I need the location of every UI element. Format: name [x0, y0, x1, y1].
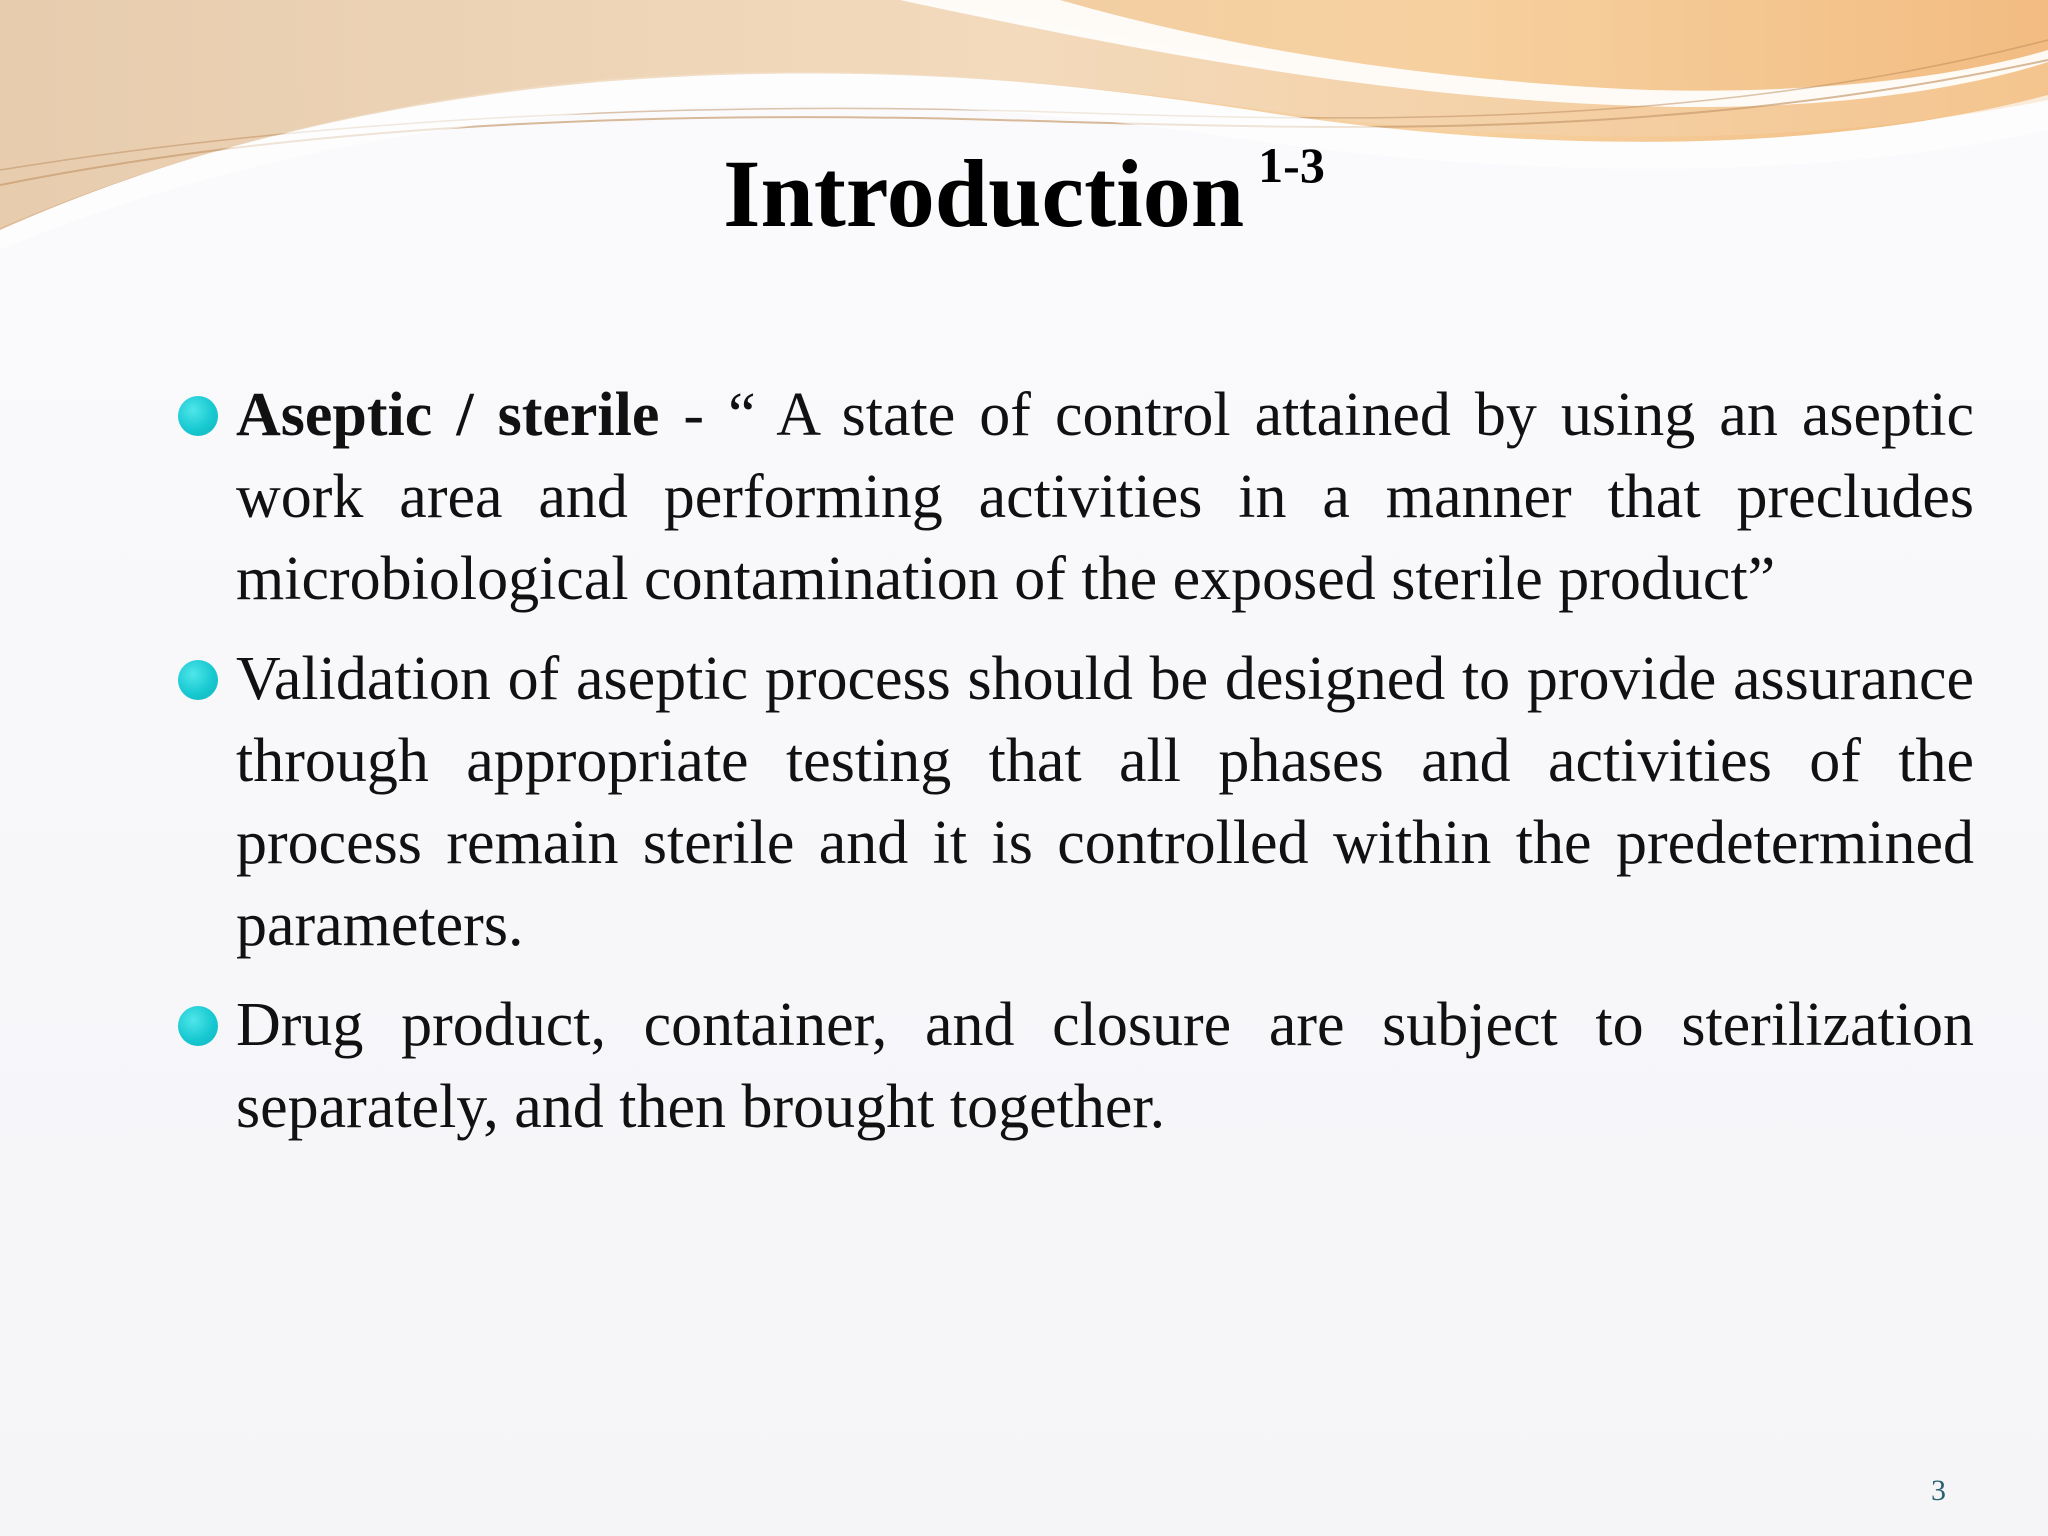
bullet-dot-icon: [178, 1006, 218, 1046]
bullet-item-validation: [178, 638, 1974, 966]
bullet-text: Validation of aseptic process should be designed to provide assurance through appropriate testing that all phases and activities of the process remain sterile and it is controlled within the predetermined parameters.: [236, 645, 1974, 959]
bullet-bold-term: Aseptic / sterile: [236, 381, 660, 449]
bullet-dot-icon: [178, 660, 218, 700]
bullet-dot-icon: [178, 396, 218, 436]
bullet-item-aseptic-definition: [178, 374, 1974, 620]
slide-page-number: 3: [1931, 1474, 1946, 1507]
bullet-text: - “ A state of control attained by using an aseptic work area and performing activities in a manner that precludes microbiological contamination of the exposed sterile product”: [236, 381, 1974, 613]
title-citation-superscript: 1-3: [1258, 137, 1325, 193]
slide-title-text: Introduction: [723, 140, 1245, 247]
bullet-list: [178, 374, 1974, 1166]
bullet-text: Drug product, container, and closure are subject to sterilization separately, and then brought together.: [236, 991, 1974, 1141]
slide-title: [0, 137, 2048, 247]
bullet-item-sterilization: [178, 984, 1974, 1148]
